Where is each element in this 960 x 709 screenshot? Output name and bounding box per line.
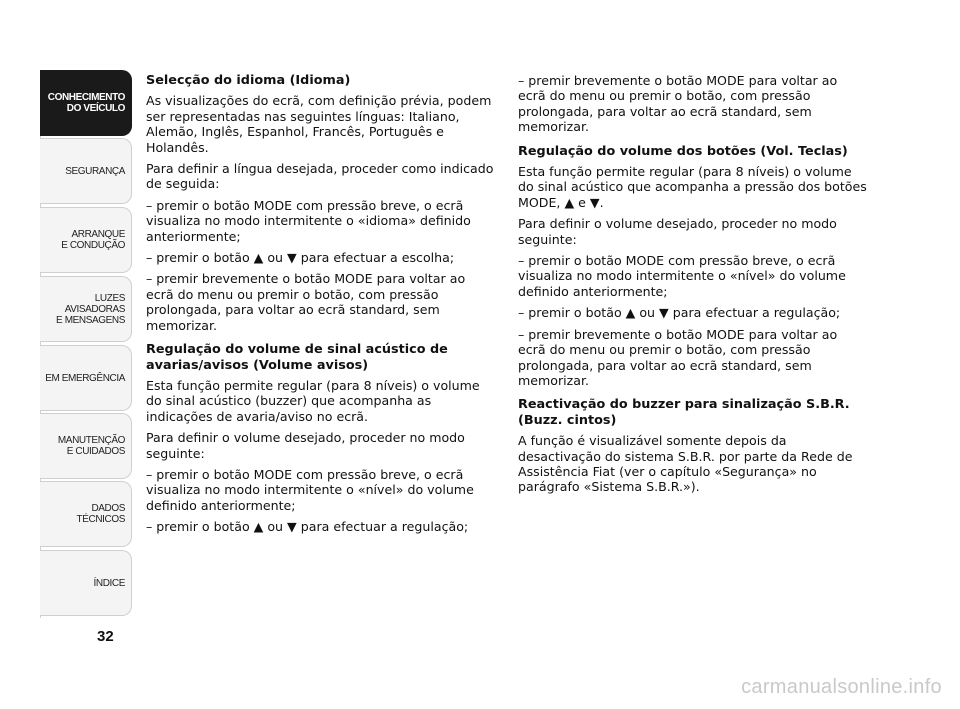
paragraph: As visualizações do ecrã, com definição prévia, podem ser representadas nas seguintes línguas: Italiano, Alemão, Inglês, Espanhol, Francês, Português e Holandês. <box>146 93 492 155</box>
paragraph: – premir brevemente o botão MODE para voltar ao ecrã do menu ou premir o botão, com pressão prolongada, para voltar ao ecrã standard, sem memorizar. <box>518 73 838 135</box>
paragraph: Para definir o volume desejado, proceder no modo seguinte: <box>146 430 465 461</box>
section-title-vol-teclas: Regulação do volume dos botões (Vol. Teclas) <box>518 143 848 159</box>
tab-seguranca[interactable]: SEGURANÇA <box>40 138 132 204</box>
section-title-idioma: Selecção do idioma (Idioma) <box>146 73 351 88</box>
section-title-volume-avisos: Regulação do volume de sinal acústico de avarias/avisos (Volume avisos) <box>146 342 448 373</box>
paragraph: Para definir o volume desejado, proceder no modo seguinte: <box>518 216 837 247</box>
paragraph: – premir o botão MODE com pressão breve, o ecrã visualiza no modo intermitente o «nível» do volume definido anteriormente; <box>518 253 846 299</box>
paragraph: Esta função permite regular (para 8 níveis) o volume do sinal acústico que acompanha a pressão dos botões MODE, ▲ e ▼. <box>518 164 867 210</box>
paragraph: Esta função permite regular (para 8 níveis) o volume do sinal acústico (buzzer) que acompanha as indicações de avaria/aviso no ecrã. <box>146 377 480 424</box>
tab-manutencao[interactable]: MANUTENÇÃO E CUIDADOS <box>40 413 132 479</box>
paragraph: – premir o botão MODE com pressão breve, o ecrã visualiza no modo intermitente o «nível» do volume definido anteriormente; <box>146 466 474 513</box>
tab-luzes-avisadoras[interactable]: LUZES AVISADORAS E MENSAGENS <box>40 276 132 342</box>
left-column <box>146 73 496 541</box>
paragraph: A função é visualizável somente depois da desactivação do sistema S.B.R. por parte da Rede de Assistência Fiat (ver o capítulo «Segurança» no parágrafo «Sistema S.B.R.»). <box>518 433 853 495</box>
tab-dados-tecnicos[interactable]: DADOS TÉCNICOS <box>40 481 132 547</box>
paragraph: – premir o botão ▲ ou ▼ para efectuar a escolha; <box>146 250 455 266</box>
page-number: 32 <box>97 628 114 645</box>
right-column <box>518 73 868 501</box>
paragraph: – premir brevemente o botão MODE para voltar ao ecrã do menu ou premir o botão, com pressão prolongada, para voltar ao ecrã standard, sem memorizar. <box>146 271 466 333</box>
tab-indice[interactable]: ÍNDICE <box>40 550 132 616</box>
tab-arranque-e-conducao[interactable]: ARRANQUE E CONDUÇÃO <box>40 207 132 273</box>
tab-conhecimento-do-veiculo[interactable]: CONHECIMENTO DO VEÍCULO <box>40 70 132 136</box>
paragraph: – premir o botão ▲ ou ▼ para efectuar a regulação; <box>518 305 841 321</box>
tab-em-emergencia[interactable]: EM EMERGÊNCIA <box>40 345 132 411</box>
paragraph: – premir o botão MODE com pressão breve, o ecrã visualiza no modo intermitente o «idioma» definido anteriormente; <box>146 197 471 244</box>
paragraph: – premir o botão ▲ ou ▼ para efectuar a regulação; <box>146 519 469 535</box>
section-title-buzz-cintos: Reactivação do buzzer para sinalização S.B.R. (Buzz. cintos) <box>518 397 850 428</box>
paragraph: Para definir a língua desejada, proceder como indicado de seguida: <box>146 161 494 192</box>
watermark: carmanualsonline.info <box>741 676 942 698</box>
paragraph: – premir brevemente o botão MODE para voltar ao ecrã do menu ou premir o botão, com pressão prolongada, para voltar ao ecrã standard, sem memorizar. <box>518 326 838 388</box>
